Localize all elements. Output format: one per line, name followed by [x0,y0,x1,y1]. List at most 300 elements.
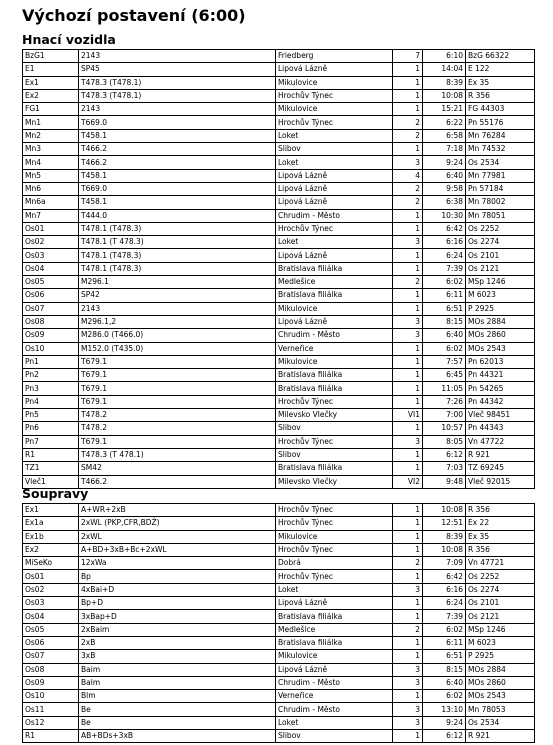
vehicle-cell: 2xWL (PKP,CFR,BDŽ) [79,517,276,530]
station-cell: Mikulovice [276,302,393,315]
table-row [23,63,535,76]
vehicle-cell: T478.2 [79,409,276,422]
train-cell: Ex 22 [466,517,535,530]
table-row [23,50,535,63]
vehicle-cell: Be [79,716,276,729]
station-cell: Lipová Lázně [276,63,393,76]
table-row [23,342,535,355]
train-cell: Os 2101 [466,249,535,262]
id-cell: Os07 [23,302,79,315]
vehicle-cell: SM42 [79,462,276,475]
train-cell: R 921 [466,730,535,743]
time-cell: 6:16 [423,236,466,249]
train-cell: Mn 78051 [466,209,535,222]
id-cell: Pn7 [23,435,79,448]
time-cell: 9:58 [423,182,466,195]
vehicle-cell: Blm [79,690,276,703]
time-cell: 6:11 [423,289,466,302]
station-cell: Hrochův Týnec [276,89,393,102]
vehicle-cell: 2xBaim [79,623,276,636]
vehicle-cell: T478.1 (T478.3) [79,222,276,235]
train-cell: E 122 [466,63,535,76]
track-cell: 1 [393,103,423,116]
train-cell: MOs 2884 [466,663,535,676]
track-cell: 4 [393,169,423,182]
track-cell: VI2 [393,475,423,488]
time-cell: 6:02 [423,276,466,289]
station-cell: Hrochův Týnec [276,222,393,235]
table-row [23,730,535,743]
station-cell: Dobrá [276,557,393,570]
train-cell: M 6023 [466,636,535,649]
time-cell: 6:12 [423,448,466,461]
station-cell: Verneřice [276,342,393,355]
station-cell: Hrochův Týnec [276,517,393,530]
time-cell: 6:24 [423,249,466,262]
time-cell: 6:42 [423,570,466,583]
id-cell: Mn6a [23,196,79,209]
vehicle-cell: T458.1 [79,129,276,142]
station-cell: Bratislava filiálka [276,636,393,649]
train-cell: MSp 1246 [466,623,535,636]
train-cell: Vleč 92015 [466,475,535,488]
id-cell: Os02 [23,583,79,596]
train-cell: Pn 57184 [466,182,535,195]
table-row [23,355,535,368]
vehicle-cell: T679.1 [79,435,276,448]
table-row [23,196,535,209]
vehicle-cell: 2143 [79,302,276,315]
track-cell: 1 [393,355,423,368]
id-cell: Ex1b [23,530,79,543]
track-cell: 1 [393,610,423,623]
track-cell: 1 [393,63,423,76]
station-cell: Loket [276,236,393,249]
section-heading-locomotives: Hnací vozidla [22,32,116,47]
station-cell: Hrochův Týnec [276,543,393,556]
id-cell: Os03 [23,597,79,610]
time-cell: 6:51 [423,302,466,315]
track-cell: 1 [393,302,423,315]
vehicle-cell: T478.3 (T478.1) [79,76,276,89]
time-cell: 6:42 [423,222,466,235]
station-cell: Mikulovice [276,103,393,116]
station-cell: Lipová Lázně [276,597,393,610]
track-cell: 1 [393,369,423,382]
table-row [23,302,535,315]
id-cell: Os01 [23,570,79,583]
id-cell: Pn1 [23,355,79,368]
track-cell: 2 [393,276,423,289]
station-cell: Medlešice [276,276,393,289]
table-row [23,262,535,275]
id-cell: Os02 [23,236,79,249]
table-row [23,448,535,461]
table-row [23,422,535,435]
train-cell: Vn 47721 [466,557,535,570]
table-row [23,276,535,289]
track-cell: 1 [393,650,423,663]
table-row [23,116,535,129]
id-cell: Mn4 [23,156,79,169]
time-cell: 6:02 [423,342,466,355]
train-cell: R 356 [466,89,535,102]
track-cell: 3 [393,156,423,169]
vehicle-cell: T679.1 [79,395,276,408]
table-row [23,369,535,382]
vehicle-cell: A+WR+2xB [79,504,276,517]
station-cell: Bratislava filiálka [276,369,393,382]
vehicle-cell: M296.1 [79,276,276,289]
track-cell: 1 [393,448,423,461]
station-cell: Mikulovice [276,530,393,543]
train-cell: Os 2101 [466,597,535,610]
train-cell: Mn 76284 [466,129,535,142]
id-cell: Os05 [23,276,79,289]
table-row [23,703,535,716]
locomotives-table [22,49,535,489]
id-cell: Mn1 [23,116,79,129]
time-cell: 9:24 [423,716,466,729]
train-cell: MOs 2543 [466,342,535,355]
table-row [23,690,535,703]
id-cell: Os09 [23,676,79,689]
station-cell: Lipová Lázně [276,196,393,209]
time-cell: 14:04 [423,63,466,76]
table-row [23,504,535,517]
station-cell: Lipová Lázně [276,182,393,195]
train-cell: Os 2534 [466,716,535,729]
vehicle-cell: T478.1 (T 478.3) [79,236,276,249]
train-cell: Mn 74532 [466,143,535,156]
track-cell: 2 [393,623,423,636]
train-cell: MOs 2860 [466,329,535,342]
station-cell: Slibov [276,422,393,435]
track-cell: 2 [393,182,423,195]
vehicle-cell: 3xB [79,650,276,663]
time-cell: 6:45 [423,369,466,382]
time-cell: 10:08 [423,504,466,517]
section-heading-trainsets: Soupravy [22,486,89,501]
vehicle-cell: T478.3 (T478.1) [79,89,276,102]
table-row [23,597,535,610]
train-cell: R 356 [466,543,535,556]
id-cell: Vleč1 [23,475,79,488]
track-cell: 1 [393,249,423,262]
track-cell: 1 [393,89,423,102]
train-cell: Mn 77981 [466,169,535,182]
id-cell: Ex1a [23,517,79,530]
train-cell: R 356 [466,504,535,517]
vehicle-cell: T669.0 [79,182,276,195]
id-cell: FG1 [23,103,79,116]
id-cell: TZ1 [23,462,79,475]
time-cell: 6:16 [423,583,466,596]
train-cell: Pn 62013 [466,355,535,368]
track-cell: 2 [393,129,423,142]
time-cell: 12:51 [423,517,466,530]
station-cell: Milevsko Vlečky [276,409,393,422]
time-cell: 11:05 [423,382,466,395]
id-cell: Mn6 [23,182,79,195]
station-cell: Bratislava filiálka [276,382,393,395]
table-row [23,143,535,156]
train-cell: MSp 1246 [466,276,535,289]
table-row [23,129,535,142]
vehicle-cell: Be [79,703,276,716]
table-row [23,156,535,169]
vehicle-cell: 2143 [79,50,276,63]
train-cell: MOs 2860 [466,676,535,689]
track-cell: 1 [393,462,423,475]
station-cell: Medlešice [276,623,393,636]
track-cell: 3 [393,716,423,729]
track-cell: 1 [393,209,423,222]
vehicle-cell: 12xWa [79,557,276,570]
id-cell: Os09 [23,329,79,342]
station-cell: Lipová Lázně [276,169,393,182]
train-cell: BzG 66322 [466,50,535,63]
id-cell: R1 [23,448,79,461]
vehicle-cell: Bp+D [79,597,276,610]
time-cell: 7:39 [423,262,466,275]
time-cell: 10:30 [423,209,466,222]
track-cell: 3 [393,676,423,689]
station-cell: Loket [276,716,393,729]
table-row [23,249,535,262]
time-cell: 7:03 [423,462,466,475]
vehicle-cell: SP42 [79,289,276,302]
id-cell: Os10 [23,690,79,703]
track-cell: 1 [393,597,423,610]
train-cell: Pn 44342 [466,395,535,408]
id-cell: Ex2 [23,543,79,556]
track-cell: 1 [393,222,423,235]
table-row [23,395,535,408]
vehicle-cell: T466.2 [79,475,276,488]
time-cell: 6:10 [423,50,466,63]
id-cell: Os10 [23,342,79,355]
station-cell: Bratislava filiálka [276,262,393,275]
train-cell: Mn 78002 [466,196,535,209]
vehicle-cell: AB+BDs+3xB [79,730,276,743]
vehicle-cell: 2xWL [79,530,276,543]
table-row [23,182,535,195]
trainsets-table [22,503,535,743]
id-cell: Mn5 [23,169,79,182]
table-row [23,409,535,422]
table-row [23,76,535,89]
track-cell: 1 [393,570,423,583]
table-row [23,623,535,636]
time-cell: 9:24 [423,156,466,169]
vehicle-cell: Baim [79,663,276,676]
station-cell: Hrochův Týnec [276,570,393,583]
station-cell: Loket [276,583,393,596]
train-cell: Pn 54265 [466,382,535,395]
time-cell: 6:40 [423,169,466,182]
train-cell: Ex 35 [466,76,535,89]
station-cell: Friedberg [276,50,393,63]
vehicle-cell: T478.2 [79,422,276,435]
station-cell: Mikulovice [276,355,393,368]
id-cell: Os03 [23,249,79,262]
vehicle-cell: Balm [79,676,276,689]
train-cell: Os 2121 [466,610,535,623]
track-cell: 3 [393,329,423,342]
vehicle-cell: M296.1,2 [79,315,276,328]
vehicle-cell: M286.0 (T466.0) [79,329,276,342]
station-cell: Chrudim - Město [276,329,393,342]
track-cell: 2 [393,557,423,570]
time-cell: 7:09 [423,557,466,570]
track-cell: 3 [393,583,423,596]
vehicle-cell: T478.1 (T478.3) [79,262,276,275]
time-cell: 7:39 [423,610,466,623]
vehicle-cell: T444.0 [79,209,276,222]
vehicle-cell: M152.0 (T435.0) [79,342,276,355]
time-cell: 8:39 [423,76,466,89]
track-cell: 1 [393,342,423,355]
time-cell: 6:12 [423,730,466,743]
vehicle-cell: 3xBap+D [79,610,276,623]
train-cell: P 2925 [466,650,535,663]
table-row [23,716,535,729]
id-cell: Os08 [23,663,79,676]
time-cell: 6:58 [423,129,466,142]
table-row [23,462,535,475]
vehicle-cell: T679.1 [79,369,276,382]
track-cell: 1 [393,382,423,395]
table-row [23,209,535,222]
table-row [23,636,535,649]
time-cell: 10:08 [423,543,466,556]
train-cell: TZ 69245 [466,462,535,475]
track-cell: VI1 [393,409,423,422]
id-cell: Os08 [23,315,79,328]
train-cell: Pn 44321 [466,369,535,382]
id-cell: Pn3 [23,382,79,395]
station-cell: Hrochův Týnec [276,435,393,448]
station-cell: Verneřice [276,690,393,703]
vehicle-cell: 4xBai+D [79,583,276,596]
station-cell: Lipová Lázně [276,663,393,676]
table-row [23,676,535,689]
track-cell: 2 [393,116,423,129]
train-cell: Pn 55176 [466,116,535,129]
track-cell: 1 [393,517,423,530]
table-row [23,663,535,676]
id-cell: Pn2 [23,369,79,382]
train-cell: P 2925 [466,302,535,315]
table-row [23,557,535,570]
track-cell: 3 [393,236,423,249]
train-cell: Os 2252 [466,570,535,583]
id-cell: Pn6 [23,422,79,435]
time-cell: 10:08 [423,89,466,102]
vehicle-cell: T679.1 [79,355,276,368]
vehicle-cell: T478.1 (T478.3) [79,249,276,262]
track-cell: 1 [393,395,423,408]
table-row [23,570,535,583]
train-cell: MOs 2884 [466,315,535,328]
table-row [23,650,535,663]
id-cell: E1 [23,63,79,76]
station-cell: Chrudim - Město [276,676,393,689]
station-cell: Loket [276,129,393,142]
table-row [23,583,535,596]
track-cell: 1 [393,730,423,743]
station-cell: Mikulovice [276,76,393,89]
track-cell: 1 [393,690,423,703]
train-cell: MOs 2543 [466,690,535,703]
train-cell: Os 2534 [466,156,535,169]
id-cell: Os06 [23,289,79,302]
table-row [23,289,535,302]
track-cell: 1 [393,504,423,517]
time-cell: 7:57 [423,355,466,368]
track-cell: 3 [393,703,423,716]
train-cell: Os 2252 [466,222,535,235]
id-cell: Os01 [23,222,79,235]
station-cell: Chrudim - Město [276,209,393,222]
id-cell: Os11 [23,703,79,716]
track-cell: 1 [393,76,423,89]
station-cell: Lipová Lázně [276,315,393,328]
vehicle-cell: T669.0 [79,116,276,129]
table-row [23,543,535,556]
id-cell: MiSeKo [23,557,79,570]
train-cell: FG 44303 [466,103,535,116]
track-cell: 1 [393,530,423,543]
train-cell: R 921 [466,448,535,461]
track-cell: 1 [393,262,423,275]
id-cell: Os06 [23,636,79,649]
id-cell: Ex2 [23,89,79,102]
table-row [23,329,535,342]
track-cell: 3 [393,435,423,448]
track-cell: 3 [393,315,423,328]
vehicle-cell: SP45 [79,63,276,76]
vehicle-cell: T458.1 [79,169,276,182]
time-cell: 6:02 [423,690,466,703]
id-cell: Mn7 [23,209,79,222]
vehicle-cell: T478.3 (T 478.1) [79,448,276,461]
vehicle-cell: Bp [79,570,276,583]
id-cell: Ex1 [23,504,79,517]
table-row [23,435,535,448]
table-row [23,517,535,530]
vehicle-cell: T679.1 [79,382,276,395]
track-cell: 1 [393,636,423,649]
id-cell: Os12 [23,716,79,729]
table-row [23,236,535,249]
station-cell: Bratislava filiálka [276,462,393,475]
vehicle-cell: A+BD+3xB+Bc+2xWL [79,543,276,556]
time-cell: 8:05 [423,435,466,448]
time-cell: 8:39 [423,530,466,543]
station-cell: Chrudim - Město [276,703,393,716]
time-cell: 7:18 [423,143,466,156]
station-cell: Bratislava filiálka [276,289,393,302]
time-cell: 9:48 [423,475,466,488]
time-cell: 15:21 [423,103,466,116]
vehicle-cell: T466.2 [79,156,276,169]
table-row [23,222,535,235]
time-cell: 6:22 [423,116,466,129]
time-cell: 7:26 [423,395,466,408]
time-cell: 8:15 [423,315,466,328]
